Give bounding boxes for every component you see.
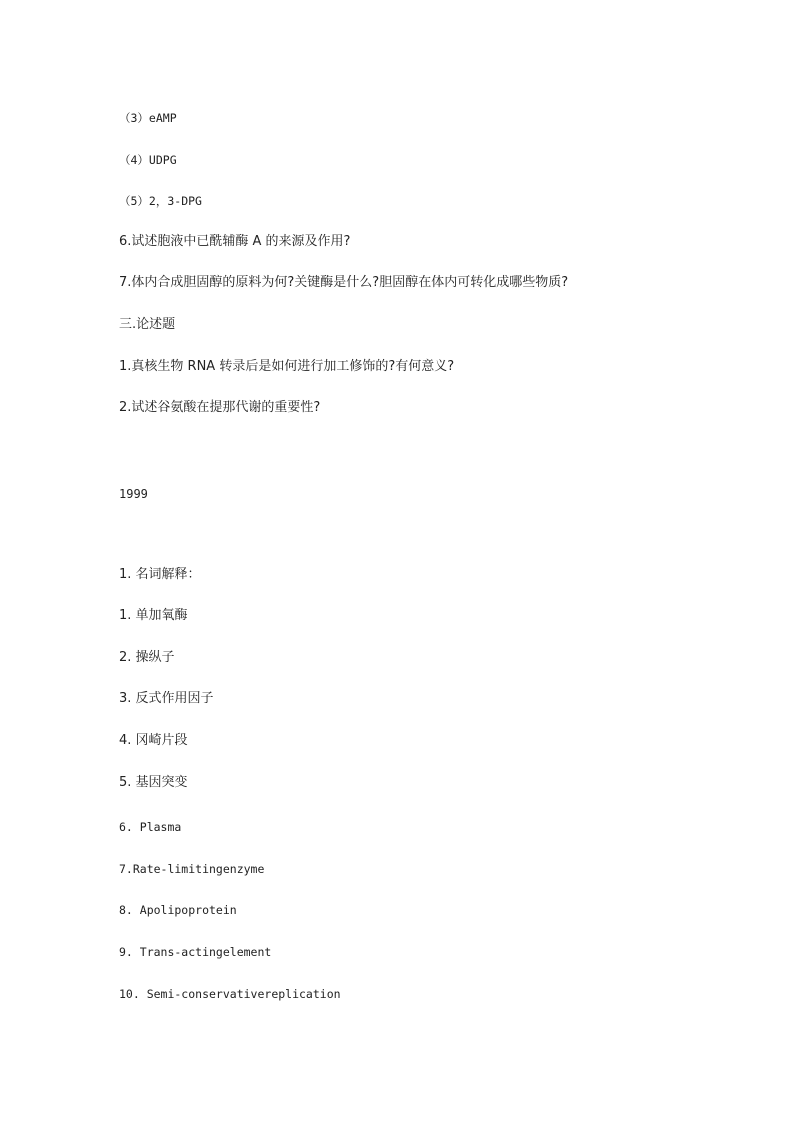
term-9: 9. Trans-actingelement — [119, 945, 272, 959]
essay-question-1: 1.真核生物 RNA 转录后是如何进行加工修饰的?有何意义? — [119, 359, 455, 374]
term-2: 2. 操纵子 — [119, 650, 175, 665]
term-7: 7.Rate-limitingenzyme — [119, 862, 265, 876]
answer-option-3: （3）eAMP — [119, 111, 177, 125]
term-6: 6. Plasma — [119, 820, 182, 834]
term-10: 10. Semi-conservativereplication — [119, 987, 341, 1001]
section-heading-essay: 三.论述题 — [119, 317, 176, 332]
term-5: 5. 基因突变 — [119, 775, 188, 790]
term-3: 3. 反式作用因子 — [119, 691, 214, 706]
term-4: 4. 冈崎片段 — [119, 733, 188, 748]
essay-question-2: 2.试述谷氨酸在提那代谢的重要性? — [119, 400, 321, 415]
answer-option-4: （4）UDPG — [119, 153, 177, 167]
question-6: 6.试述胞液中已酰辅酶 A 的来源及作用? — [119, 234, 351, 249]
term-1: 1. 单加氧酶 — [119, 608, 188, 623]
question-7: 7.体内合成胆固醇的原料为何?关键酶是什么?胆固醇在体内可转化成哪些物质? — [119, 275, 569, 290]
year-heading: 1999 — [119, 487, 148, 501]
section-heading-definitions: 1. 名词解释： — [119, 567, 201, 582]
answer-option-5: （5）2，3-DPG — [119, 194, 202, 208]
term-8: 8. Apolipoprotein — [119, 903, 237, 917]
